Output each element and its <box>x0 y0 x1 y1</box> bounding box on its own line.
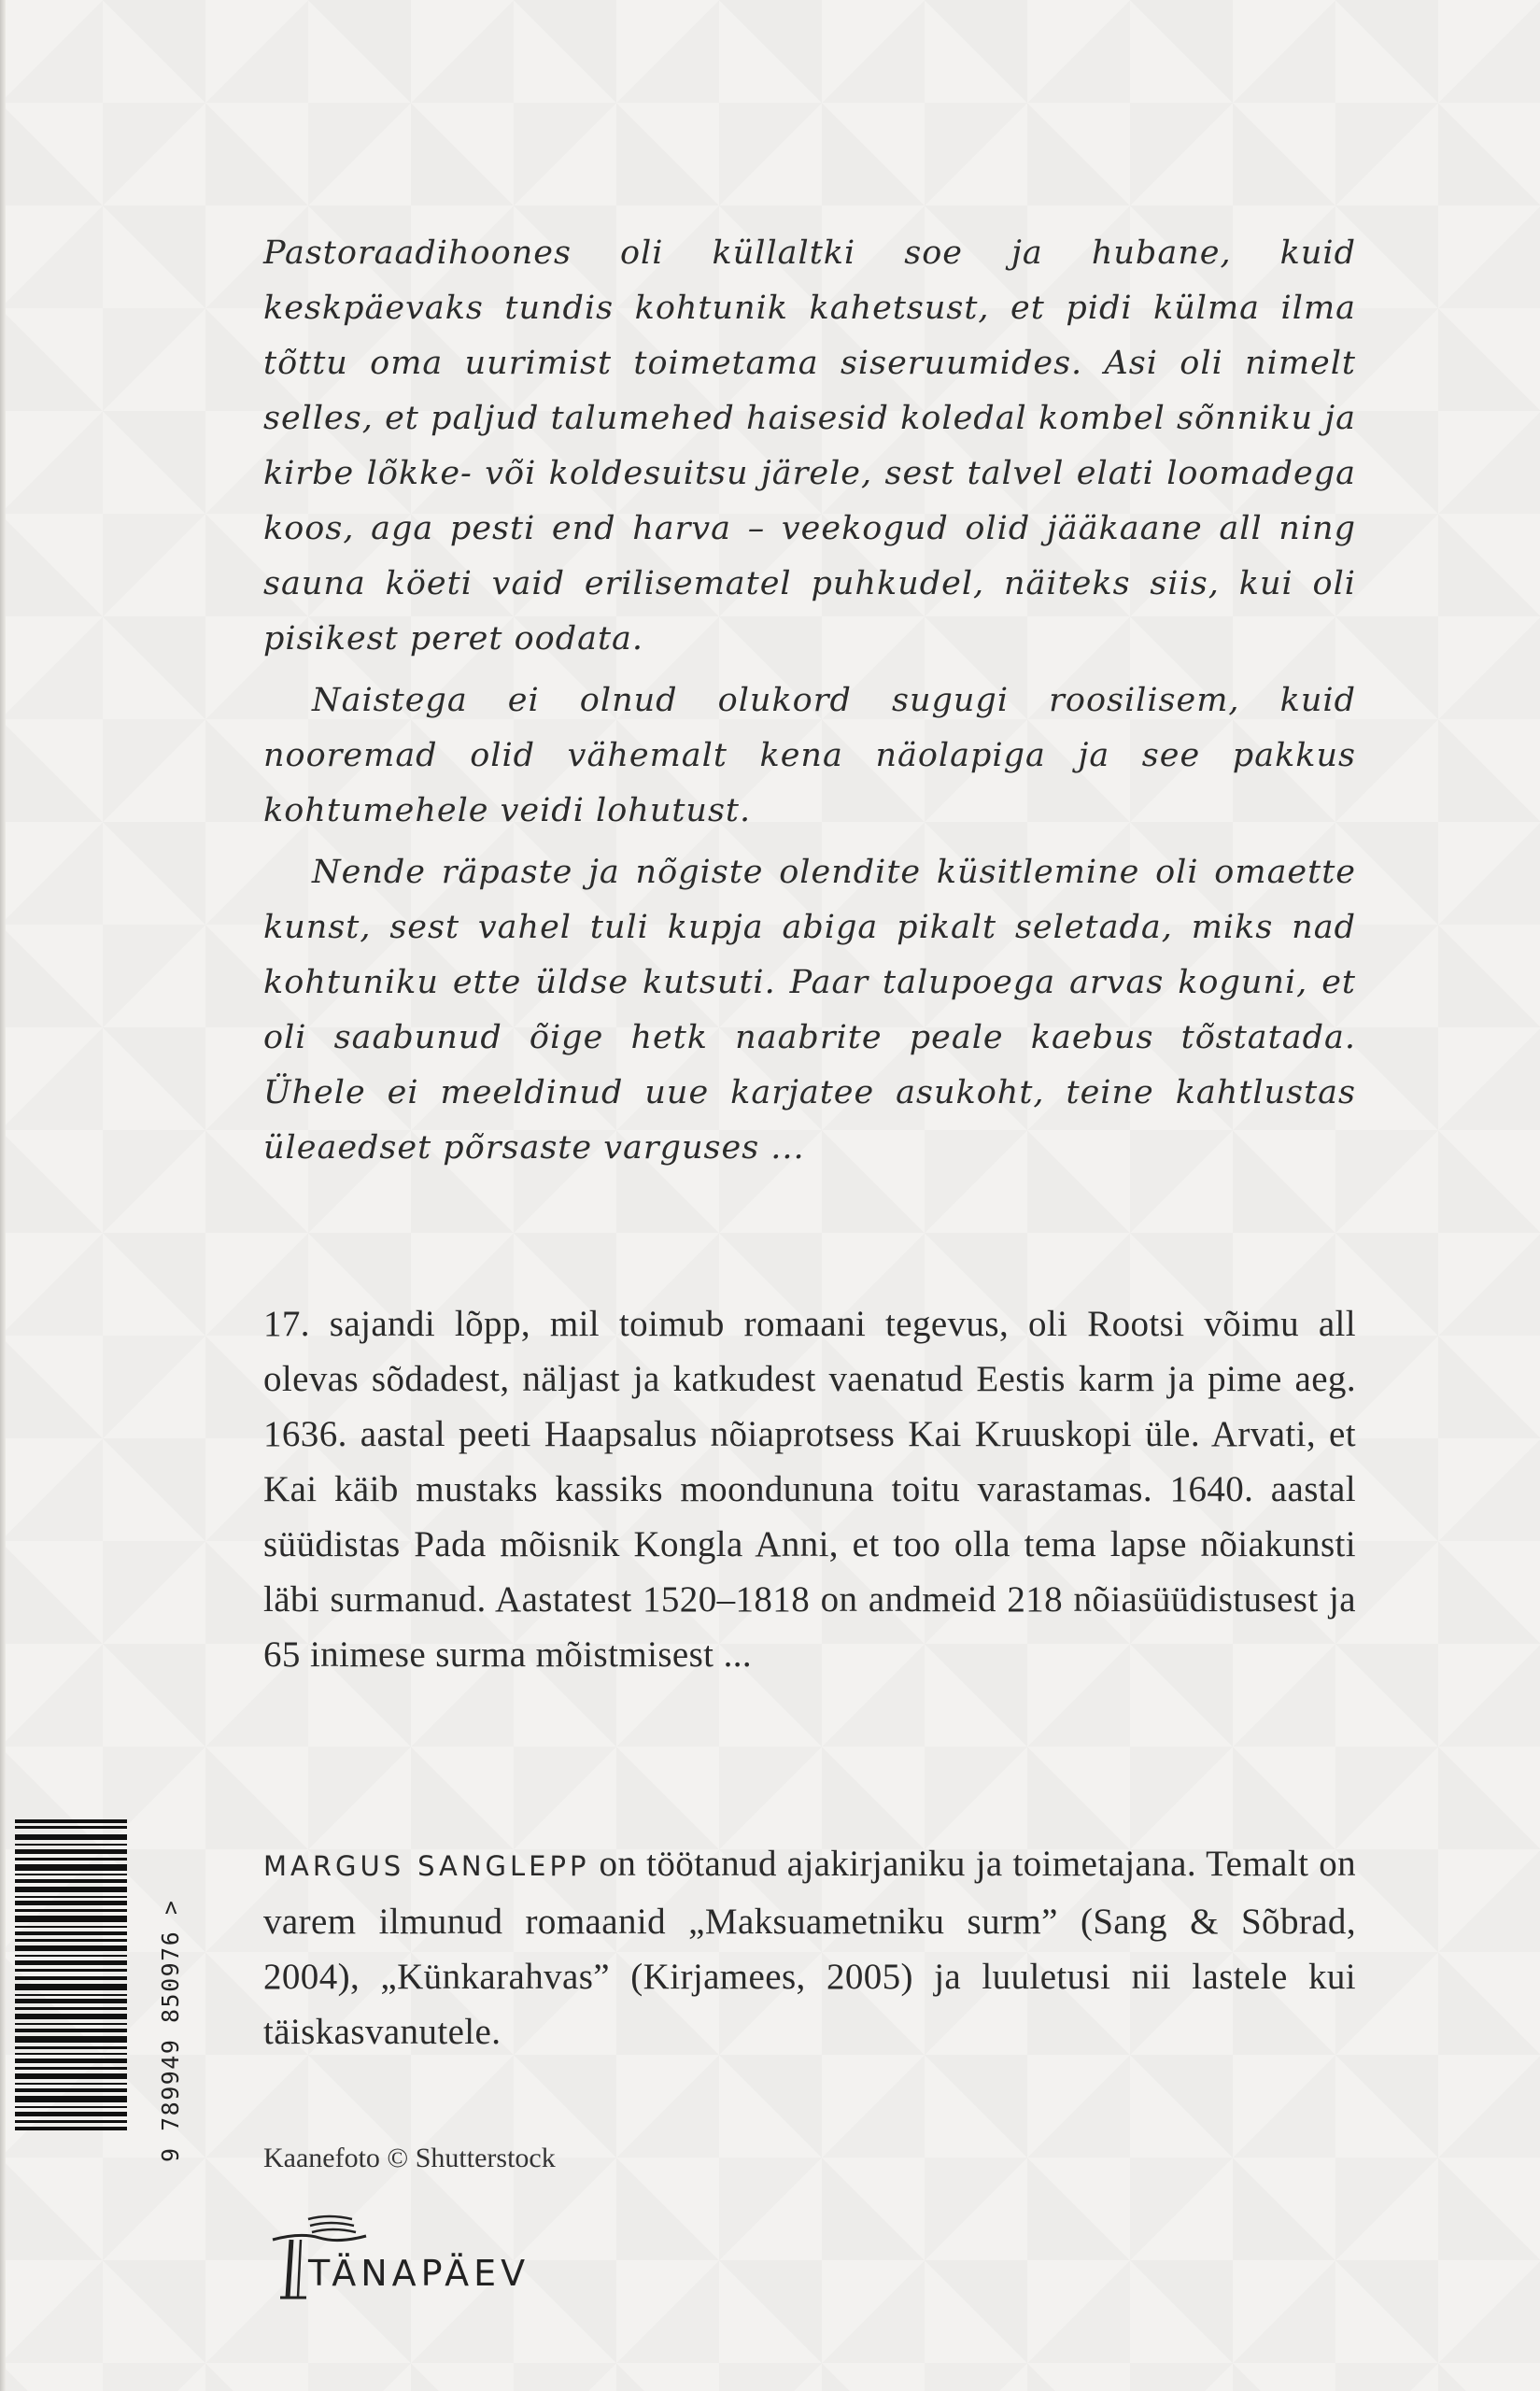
isbn-digits: 9 789949 850976 > <box>157 1899 184 2162</box>
photo-credit: Kaanefoto © Shutterstock <box>263 2143 556 2173</box>
author-bio: on töötanud ajakirjaniku ja toimetajana. Temalt on varem ilmunud romaanid „Maksuametniku surm” (Sang & Sõbrad, 2004), „Künkarahvas” (Kirjamees, 2005) ja luuletusi nii lastele kui täiskasvanutele. <box>263 1844 1356 2052</box>
author-paragraph <box>263 1836 1356 2059</box>
excerpt-paragraph-3: Nende räpaste ja nõgiste olendite küsitlemine oli omaette kunst, sest vahel tuli kupja abiga pikalt seletada, miks nad kohtuniku ette üldse kutsuti. Paar talupoega arvas koguni, et oli saabunud õige hetk naabrite peale kaebus tõstatada. Ühele ei meeldinud uue karjatee asukoht, teine kahtlustas üleaedset põrsaste varguses ... <box>263 854 1356 1167</box>
publisher-name: TÄNAPÄEV <box>308 2253 530 2294</box>
spine-edge <box>0 0 6 2391</box>
history-paragraph: 17. sajandi lõpp, mil toimub romaani tegevus, oli Rootsi võimu all olevas sõdadest, näljast ja katkudest vaenatud Eestis karm ja pime aeg. 1636. aastal peeti Haapsalus nõiaprotsess Kai Kruuskopi üle. Arvati, et Kai käib mustaks kassiks moondununa toitu varastamas. 1640. aastal süüdistas Pada mõisnik Kongla Anni, et too olla tema lapse nõiakunsti läbi surmanud. Aastatest 1520–1818 on andmeid 218 nõiasüüdistusest ja 65 inimese surma mõistmisest ... <box>263 1304 1356 1675</box>
publisher-logo <box>263 2204 618 2307</box>
history-block <box>263 1296 1356 1682</box>
excerpt-paragraph-1: Pastoraadihoones oli küllaltki soe ja hubane, kuid keskpäevaks tundis kohtunik kahetsust, et pidi külma ilma tõttu oma uurimist toimetama siseruumides. Asi oli nimelt selles, et paljud talumehed haisesid koledal kombel sõnniku ja kirbe lõkke- või koldesuitsu järele, sest talvel elati loomadega koos, aga pesti end harva – veekogud olid jääkaane all ning sauna köeti vaid erilisematel puhkudel, näiteks siis, kui oli pisikest peret oodata. <box>263 234 1356 658</box>
barcode-icon <box>7 1812 222 2167</box>
author-block <box>263 1836 1356 2059</box>
excerpt-paragraph-2: Naistega ei olnud olukord sugugi roosilisem, kuid nooremad olid vähemalt kena näolapiga ja see pakkus kohtumehele veidi lohutust. <box>263 682 1356 829</box>
excerpt-block <box>263 226 1356 1182</box>
author-name: MARGUS SANGLEPP <box>263 1850 590 1882</box>
barcode-digits <box>131 1817 184 2172</box>
